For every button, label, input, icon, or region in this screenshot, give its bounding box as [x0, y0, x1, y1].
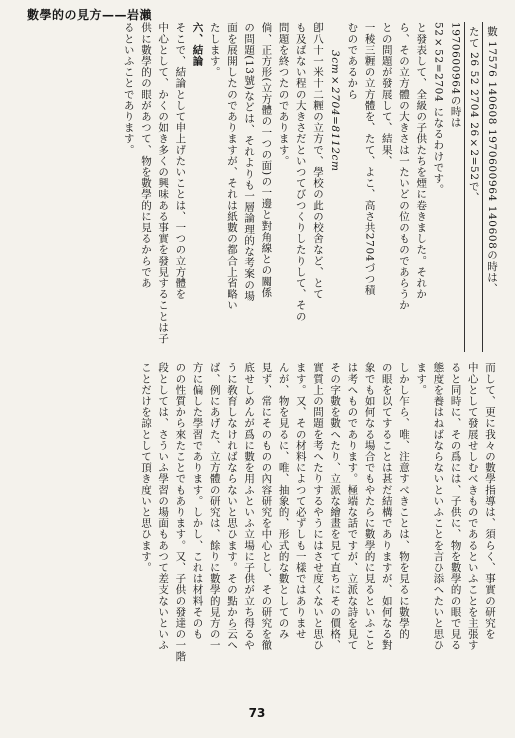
formula-line: 3cm×2704=8112cm — [329, 50, 342, 172]
upper-text-block — [20, 22, 500, 352]
text-line: ば、例にあげた、立方體の研究は、餘りに數學的見方の一 — [208, 362, 221, 651]
text-line: むのであるから — [346, 22, 359, 100]
text-line: しかし乍ら、唯、注意すべきことは、物を見るに數學的 — [397, 362, 410, 640]
lower-text-block — [36, 362, 498, 697]
text-line: は考へものであります。極端な話ですが、立派な詩を見て — [346, 362, 359, 651]
text-line: との問題が發展して、結果、 — [380, 22, 393, 167]
table-row-side: たて 26 52 2704 26×2=52で、 — [464, 22, 482, 352]
text-line: うに敎育しなければならないと思ひます。その點から云へ — [225, 362, 238, 651]
text-line: 而して、更に我々の數學指導は、須らく、事實の研究を — [484, 362, 496, 640]
text-line: 卽八十一米十二糎の立方で、學校の此の校舍など、とて — [311, 22, 324, 300]
text-line: 供に數學的の眼があつて、物を數學的に見るからであ — [139, 22, 152, 289]
text-line: 面を展開したのでありますが、それは紙數の都合上省略い — [225, 22, 238, 311]
running-head: 數學的の見方——岩瀨 — [27, 8, 153, 22]
text-line: も及ばない程の大きさだといつてびつくりしたりして、その — [294, 22, 307, 322]
text-line: の眼を以てすることは甚だ結構でありますが、如何なる對 — [380, 362, 393, 651]
text-line: 52×52=2704 になるわけです。 — [432, 22, 445, 195]
text-line: 倘、正方形(立方體の一つの面)の一邊と對角線との關係 — [260, 22, 273, 298]
text-line: 一稜三糎の立方體を、たて、よこ、高さ共2704づつ積 — [363, 22, 376, 296]
text-line: たします。 — [208, 22, 221, 78]
text-line: ます。 — [415, 362, 428, 396]
text-line: るといふことであります。 — [122, 22, 135, 156]
text-line: ると同時に、その爲には、子供に、物を數學的の眼で見る — [449, 362, 462, 651]
text-line: ます。又、その材料によつて必ずしも一樣ではありませ — [294, 362, 307, 640]
text-line: 實質上の問題を考へたりするやうにはさせ度くないと思ひ — [311, 362, 324, 651]
text-line: んが、物を見るに、唯、抽象的、形式的な數としてのみ — [277, 362, 290, 640]
text-line: 1970600964の時は — [449, 22, 462, 129]
text-line: 底せしめんが爲に數を用ふといふ立場に子供が立ち得るや — [243, 362, 256, 651]
text-line: その字數を數へたり、立派な繪畫を見て直ちにその價格、 — [329, 362, 342, 651]
text-line: と發表して、全級の子供たちを煙に卷きました。それか — [415, 22, 428, 300]
text-line: 中心として發展せしむべきものであるといふことを主張す — [466, 362, 479, 651]
text-line: ら、その立方體の大きさは一たいどの位のものであらうか — [397, 22, 410, 311]
text-line: の問題(13號)などは、それよりも一層論理的な考案の場 — [243, 22, 256, 302]
text-line: 態度を養はねばならないといふことを言ひ添へたいと思ひ — [432, 362, 445, 651]
text-line: のの性質から來たことでもあります。又、子供の發達の一階 — [174, 362, 187, 662]
table-row-cube: 數 17576 140608 1970600964 140608の時は、 — [482, 22, 500, 352]
section-heading: 六、結論 — [191, 22, 204, 67]
text-line: 方に偏した學習であります。しかし、これは材料そのも — [191, 362, 204, 640]
text-line: 中心として、かくの如き多くの興味ある事實を發見することは子 — [157, 22, 170, 344]
text-line: ことだけを諒として頂き度いと思ひます。 — [139, 362, 152, 573]
text-line: 見ず、常にそのものの內容研究を中心とし、その研究を徹 — [260, 362, 273, 651]
text-line: 象でも如何なる場合でもやたらに數學的に見るといふこと — [363, 362, 376, 651]
text-line: 段としては、さういふ學習の場面もあつて差支ないといふ — [157, 362, 170, 651]
page-number: 73 — [248, 706, 266, 720]
text-line: そこで、結論として申上げたいことは、一つの立方體を — [174, 22, 187, 300]
text-line: 問題を終つたのであります。 — [277, 22, 290, 167]
